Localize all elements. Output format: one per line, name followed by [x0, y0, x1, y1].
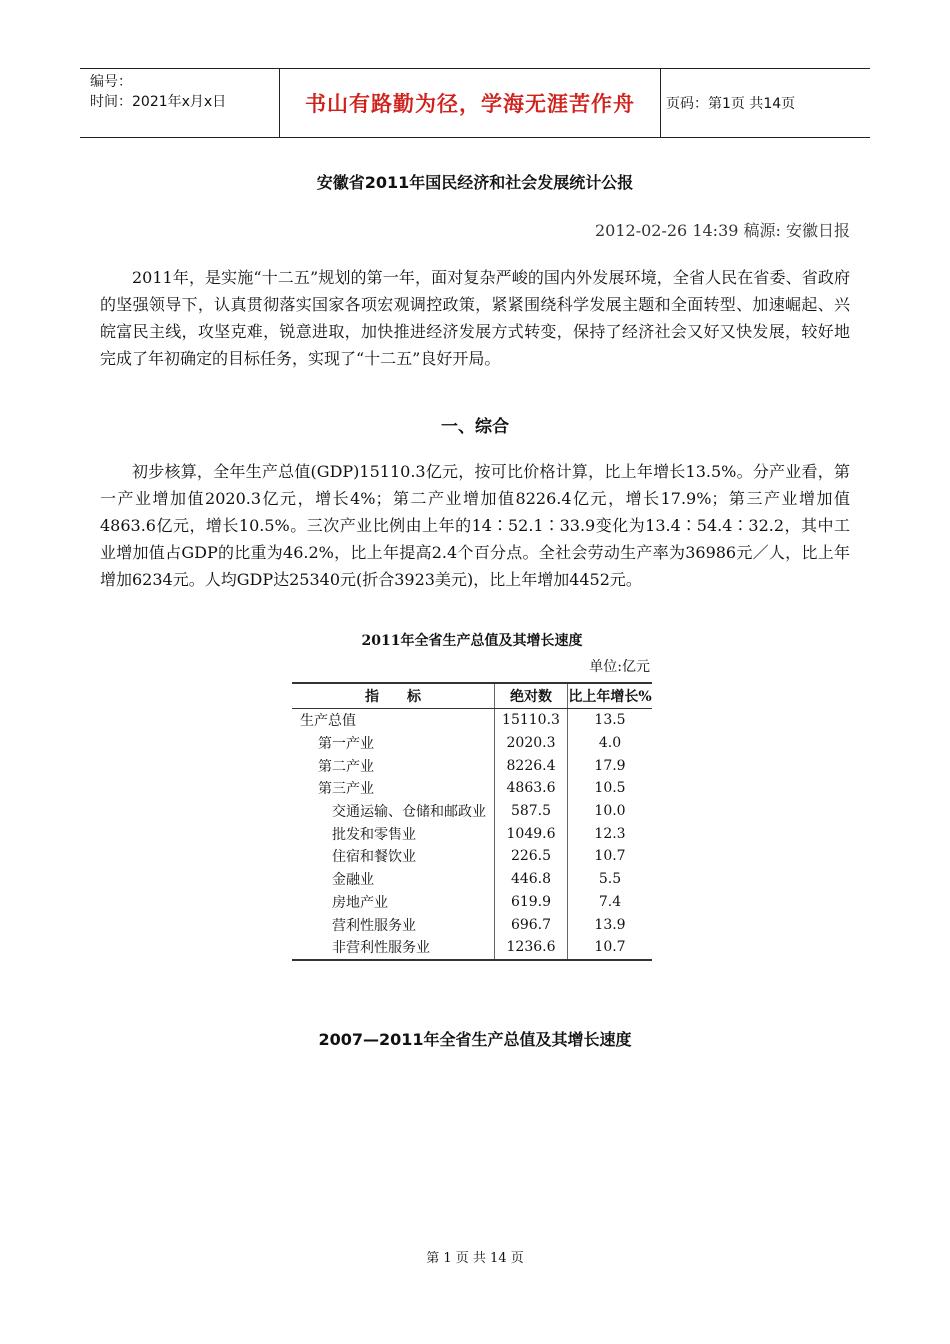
- row-value: 619.9: [494, 891, 567, 914]
- row-name: 第三产业: [318, 781, 374, 798]
- header-meta: [90, 72, 226, 112]
- header-motto: 书山有路勤为径，学海无涯苦作舟: [279, 69, 661, 137]
- table-row: [292, 936, 652, 960]
- row-growth: 10.0: [594, 803, 626, 820]
- table-row: [292, 709, 652, 732]
- table-row: [292, 800, 652, 823]
- chart-section-title: 2007—2011年全省生产总值及其增长速度: [318, 1030, 632, 1049]
- table-row: [292, 845, 652, 868]
- row-value: 15110.3: [494, 709, 567, 732]
- row-growth: 12.3: [594, 825, 626, 842]
- table-row: [292, 822, 652, 845]
- row-growth: 17.9: [594, 757, 626, 774]
- row-name: 非营利性服务业: [292, 936, 494, 960]
- row-growth: 10.5: [594, 780, 626, 797]
- row-value: 8226.4: [494, 754, 567, 777]
- row-name: 金融业: [332, 872, 374, 889]
- row-growth: 5.5: [598, 871, 622, 888]
- row-value: 1236.6: [494, 936, 567, 960]
- summary-paragraph: 初步核算，全年生产总值(GDP)15110.3亿元，按可比价格计算，比上年增长13.5%。分产业看，第一产业增加值2020.3亿元，增长4%；第二产业增加值8226.4亿元，增长17.9%；第三产业增加值4863.6亿元，增长10.5%。三次产业比例由上年的14∶52.1∶33.9变化为13.4∶54.4∶32.2，其中工业增加值占GDP的比重为46.2%，比上年提高2.4个百分点。全社会劳动生产率为36986元／人，比上年增加6234元。人均GDP达25340元(折合3923美元)，比上年增加4452元。: [100, 462, 850, 589]
- page-header: [80, 68, 870, 138]
- intro-paragraph: 2011年，是实施“十二五”规划的第一年，面对复杂严峻的国内外发展环境，全省人民在省委、省政府的坚强领导下，认真贯彻落实国家各项宏观调控政策，紧紧围绕科学发展主题和全面转型、加速崛起、兴皖富民主线，攻坚克难，锐意进取，加快推进经济发展方式转变，保持了经济社会又好又快发展，较好地完成了年初确定的目标任务，实现了“十二五”良好开局。: [100, 268, 850, 368]
- gdp-table-block: [292, 630, 652, 961]
- row-growth: 13.9: [594, 916, 626, 933]
- header-page-info: 页码：第1页 共14页: [666, 96, 796, 112]
- table-unit: 单位:亿元: [589, 659, 650, 675]
- row-value: 226.5: [494, 845, 567, 868]
- table-row: [292, 913, 652, 936]
- section-title: 一、综合: [441, 417, 509, 437]
- row-growth: 10.7: [594, 848, 626, 865]
- page-footer: 第 1 页 共 14 页: [426, 1251, 524, 1266]
- row-name: 营利性服务业: [332, 917, 416, 934]
- table-row: [292, 891, 652, 914]
- row-value: 446.8: [494, 868, 567, 891]
- row-growth: 7.4: [598, 893, 622, 910]
- table-row: [292, 868, 652, 891]
- row-name: 第二产业: [318, 758, 374, 775]
- header-absolute: 绝对数: [494, 683, 567, 709]
- row-growth: 10.7: [568, 936, 652, 960]
- header-time: 时间：2021年x月x日: [90, 94, 227, 110]
- header-growth: 比上年增长%: [568, 683, 652, 709]
- row-growth: 13.5: [594, 712, 626, 729]
- header-code-label: 编号：: [90, 74, 132, 90]
- row-value: 587.5: [494, 800, 567, 823]
- table-header-row: [292, 683, 652, 709]
- header-indicator: 指 标: [292, 683, 494, 709]
- row-value: 696.7: [494, 913, 567, 936]
- table-row: [292, 754, 652, 777]
- row-name: 交通运输、仓储和邮政业: [332, 804, 486, 821]
- row-name: 第一产业: [318, 736, 374, 753]
- row-name: 批发和零售业: [332, 826, 416, 843]
- table-row: [292, 732, 652, 755]
- row-name: 生产总值: [300, 713, 356, 730]
- dateline: 2012-02-26 14:39 稿源: 安徽日报: [594, 221, 850, 240]
- row-name: 房地产业: [332, 894, 388, 911]
- row-value: 1049.6: [494, 822, 567, 845]
- row-growth: 4.0: [598, 735, 622, 752]
- table-title: 2011年全省生产总值及其增长速度: [361, 633, 583, 649]
- document-title: 安徽省2011年国民经济和社会发展统计公报: [316, 173, 634, 192]
- gdp-table: [292, 682, 652, 961]
- table-row: [292, 777, 652, 800]
- row-name: 住宿和餐饮业: [332, 849, 416, 866]
- row-value: 4863.6: [494, 777, 567, 800]
- row-value: 2020.3: [494, 732, 567, 755]
